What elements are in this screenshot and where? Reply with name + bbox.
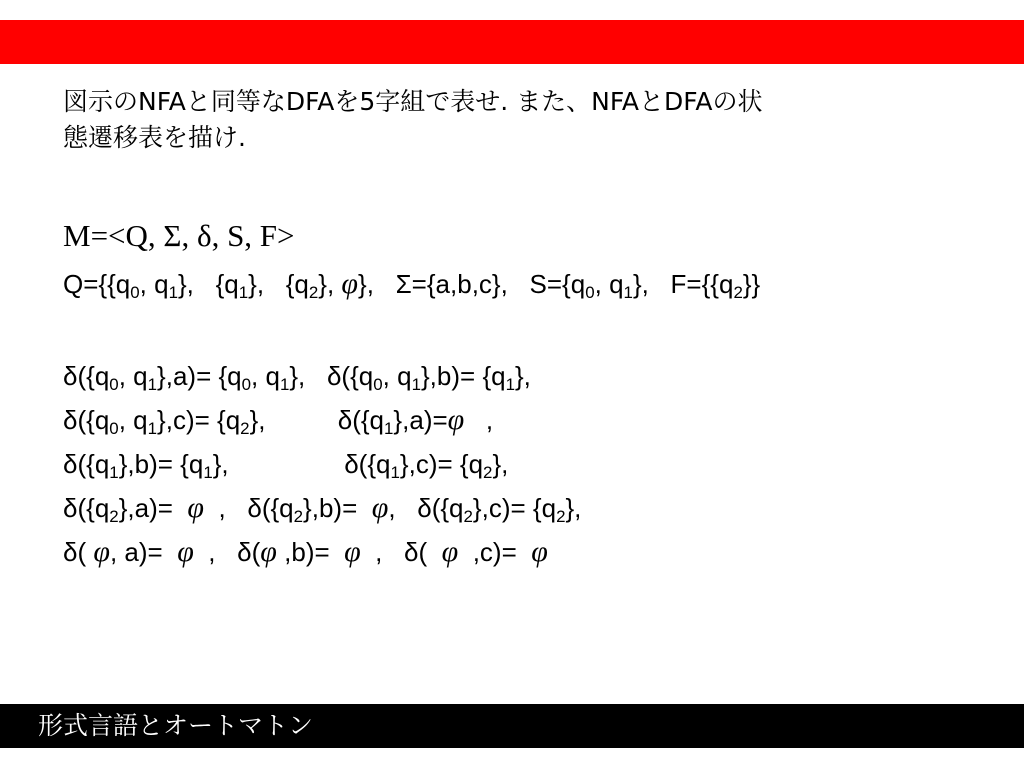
question-line-2: 態遷移表を描け. xyxy=(63,123,246,152)
transition-line-1: $\delta(\{q_0$, $q_1\},a)= \{q_0$, $q_1$}, $\delta(\{q_0$, $q_1\},b)= \{q_1\}$, xyxy=(63,361,531,395)
transition-line-3: $\delta(\{q_1\},b)= \{q_1\}$, $\delta(\{q_1\},c)= \{q_2\}$, xyxy=(63,449,509,483)
question-text xyxy=(63,84,963,156)
footer-bar xyxy=(0,704,1024,748)
final-set-label: F= xyxy=(670,269,702,299)
sigma-definition: Σ={a,b,c} xyxy=(395,269,501,299)
q-set-label: Q= xyxy=(63,269,99,299)
transition-line-4: $\delta(\{q_2\},a)= \varphi$ , $\delta(\{q_2\},b)= \varphi$, $\delta(\{q_2\},c)= \{q_2\}$, xyxy=(63,491,582,527)
question-line-1: 図示のNFAと同等なDFAを5字組で表せ. また、NFAとDFAの状 xyxy=(63,87,763,116)
set-definitions-line: $Q=\{\{q_0$, $q_1$}, $\{q_1\}$, $\{q_2\}$, φ}, Σ={a,b,c}, $S=\{q_0$, $q_1$}, $F=\{\{q_2\}\}$ xyxy=(63,267,761,303)
transition-line-5: δ( φ, a)= φ , δ(φ ,b)= φ , δ( φ ,c)= φ xyxy=(63,535,548,568)
start-set-label: S= xyxy=(529,269,563,299)
footer-title: 形式言語とオートマトン xyxy=(38,711,314,740)
dfa-definition-block xyxy=(63,262,760,574)
transition-line-2: $\delta(\{q_0$, $q_1\},c)= \{q_2\}$, $\delta(\{q_1\},a)=\varphi$ , xyxy=(63,403,494,439)
empty-set-symbol: φ xyxy=(341,267,359,300)
tuple-definition: M=<Q, Σ, δ, S, F> xyxy=(63,218,295,253)
top-accent-bar xyxy=(0,20,1024,64)
